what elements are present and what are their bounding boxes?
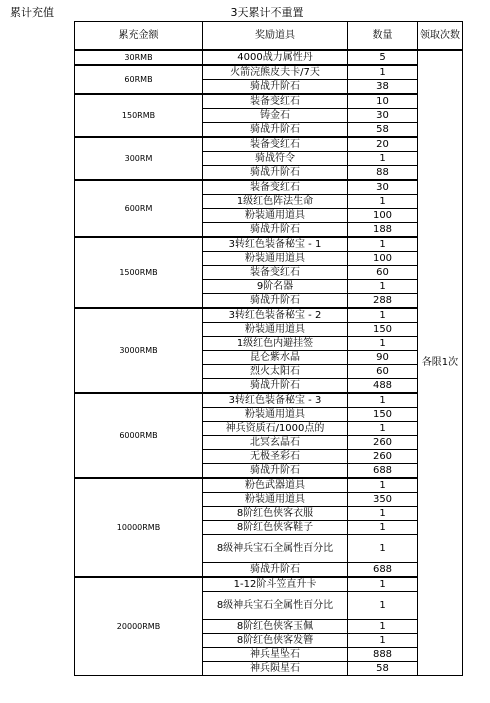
table-row [75, 577, 463, 592]
reward-item-cell: 8阶红色侠客玉佩 [203, 620, 348, 634]
reward-item-cell: 无极圣彩石 [203, 450, 348, 464]
reward-item-cell: 北冥玄晶石 [203, 436, 348, 450]
reward-item-cell: 铸金石 [203, 109, 348, 123]
quantity-cell: 1 [348, 577, 418, 592]
quantity-cell: 888 [348, 648, 418, 662]
reward-item-cell: 3转红色装备秘宝 - 2 [203, 308, 348, 323]
table-row [75, 393, 463, 408]
quantity-cell: 1 [348, 478, 418, 493]
quantity-cell: 90 [348, 351, 418, 365]
amount-cell: 6000RMB [75, 393, 203, 478]
amount-cell: 300RM [75, 137, 203, 180]
reward-item-cell: 骑战符令 [203, 152, 348, 166]
reward-item-cell: 1级红色阵法生命 [203, 195, 348, 209]
amount-cell: 30RMB [75, 50, 203, 65]
quantity-cell: 1 [348, 280, 418, 294]
quantity-cell: 1 [348, 308, 418, 323]
quantity-cell: 260 [348, 436, 418, 450]
reward-item-cell: 8阶红色侠客发簪 [203, 634, 348, 648]
amount-cell: 10000RMB [75, 478, 203, 577]
quantity-cell: 38 [348, 80, 418, 95]
quantity-cell: 1 [348, 592, 418, 620]
quantity-cell: 1 [348, 152, 418, 166]
quantity-cell: 58 [348, 123, 418, 138]
reward-item-cell: 火箭浣熊皮夫卡/7天 [203, 65, 348, 80]
reward-item-cell: 骑战升阶石 [203, 123, 348, 138]
header-amount: 累充金额 [75, 22, 203, 51]
reward-item-cell: 骑战升阶石 [203, 294, 348, 309]
amount-cell: 1500RMB [75, 237, 203, 308]
quantity-cell: 188 [348, 223, 418, 238]
reward-item-cell: 1级红色内避挂签 [203, 337, 348, 351]
reward-item-cell: 4000战力属性丹 [203, 50, 348, 65]
reward-item-cell: 8阶红色侠客鞋子 [203, 521, 348, 535]
quantity-cell: 1 [348, 393, 418, 408]
amount-cell: 20000RMB [75, 577, 203, 676]
quantity-cell: 100 [348, 209, 418, 223]
header-quantity: 数量 [348, 22, 418, 51]
reward-item-cell: 粉色武器道具 [203, 478, 348, 493]
reward-item-cell: 8阶红色侠客衣服 [203, 507, 348, 521]
header-claim: 领取次数 [418, 22, 463, 51]
reward-item-cell: 骑战升阶石 [203, 379, 348, 394]
reward-item-cell: 8级神兵宝石全属性百分比 [203, 592, 348, 620]
reward-item-cell: 神兵陨星石 [203, 662, 348, 676]
reward-item-cell: 神兵星坠石 [203, 648, 348, 662]
quantity-cell: 1 [348, 535, 418, 563]
reward-item-cell: 装备变红石 [203, 94, 348, 109]
table-row [75, 65, 463, 80]
reward-item-cell: 1-12阶斗笠直升卡 [203, 577, 348, 592]
reward-item-cell: 粉装通用道具 [203, 408, 348, 422]
table-row [75, 137, 463, 152]
quantity-cell: 1 [348, 507, 418, 521]
quantity-cell: 88 [348, 166, 418, 181]
quantity-cell: 1 [348, 521, 418, 535]
table-row [75, 94, 463, 109]
reward-item-cell: 9阶名器 [203, 280, 348, 294]
reward-item-cell: 骑战升阶石 [203, 464, 348, 479]
quantity-cell: 150 [348, 408, 418, 422]
reward-item-cell: 3转红色装备秘宝 - 3 [203, 393, 348, 408]
table-row [75, 478, 463, 493]
reward-item-cell: 粉装通用道具 [203, 252, 348, 266]
reward-item-cell: 骑战升阶石 [203, 223, 348, 238]
claim-limit-cell: 各限1次 [418, 50, 463, 676]
reward-item-cell: 昆仑紫水晶 [203, 351, 348, 365]
reward-table-body [75, 50, 463, 676]
table-row [75, 237, 463, 252]
reward-item-cell: 粉装通用道具 [203, 323, 348, 337]
quantity-cell: 350 [348, 493, 418, 507]
quantity-cell: 30 [348, 180, 418, 195]
quantity-cell: 5 [348, 50, 418, 65]
quantity-cell: 1 [348, 634, 418, 648]
reward-item-cell: 烈火太阳石 [203, 365, 348, 379]
quantity-cell: 150 [348, 323, 418, 337]
reward-item-cell: 8级神兵宝石全属性百分比 [203, 535, 348, 563]
table-row [75, 308, 463, 323]
quantity-cell: 20 [348, 137, 418, 152]
quantity-cell: 10 [348, 94, 418, 109]
reward-item-cell: 骑战升阶石 [203, 166, 348, 181]
reward-item-cell: 骑战升阶石 [203, 80, 348, 95]
quantity-cell: 60 [348, 365, 418, 379]
header-reward: 奖励道具 [203, 22, 348, 51]
reward-item-cell: 装备变红石 [203, 137, 348, 152]
amount-cell: 600RM [75, 180, 203, 237]
reward-item-cell: 装备变红石 [203, 266, 348, 280]
quantity-cell: 688 [348, 464, 418, 479]
quantity-cell: 260 [348, 450, 418, 464]
quantity-cell: 1 [348, 237, 418, 252]
reward-item-cell: 粉装通用道具 [203, 209, 348, 223]
quantity-cell: 58 [348, 662, 418, 676]
reward-item-cell: 粉装通用道具 [203, 493, 348, 507]
quantity-cell: 288 [348, 294, 418, 309]
quantity-cell: 1 [348, 65, 418, 80]
reward-item-cell: 3转红色装备秘宝 - 1 [203, 237, 348, 252]
quantity-cell: 688 [348, 563, 418, 578]
amount-cell: 150RMB [75, 94, 203, 137]
amount-cell: 60RMB [75, 65, 203, 94]
reward-item-cell: 神兵资质石/1000点的 [203, 422, 348, 436]
table-row [75, 50, 463, 65]
quantity-cell: 488 [348, 379, 418, 394]
quantity-cell: 1 [348, 620, 418, 634]
quantity-cell: 1 [348, 337, 418, 351]
quantity-cell: 30 [348, 109, 418, 123]
reward-table [74, 21, 463, 676]
recharge-section-label: 累计充值 [10, 6, 54, 19]
quantity-cell: 1 [348, 195, 418, 209]
table-row [75, 180, 463, 195]
header-row [75, 22, 463, 51]
quantity-cell: 60 [348, 266, 418, 280]
amount-cell: 3000RMB [75, 308, 203, 393]
reward-item-cell: 装备变红石 [203, 180, 348, 195]
reward-item-cell: 骑战升阶石 [203, 563, 348, 578]
sheet-title: 3天累计不重置 [230, 6, 304, 19]
quantity-cell: 100 [348, 252, 418, 266]
quantity-cell: 1 [348, 422, 418, 436]
